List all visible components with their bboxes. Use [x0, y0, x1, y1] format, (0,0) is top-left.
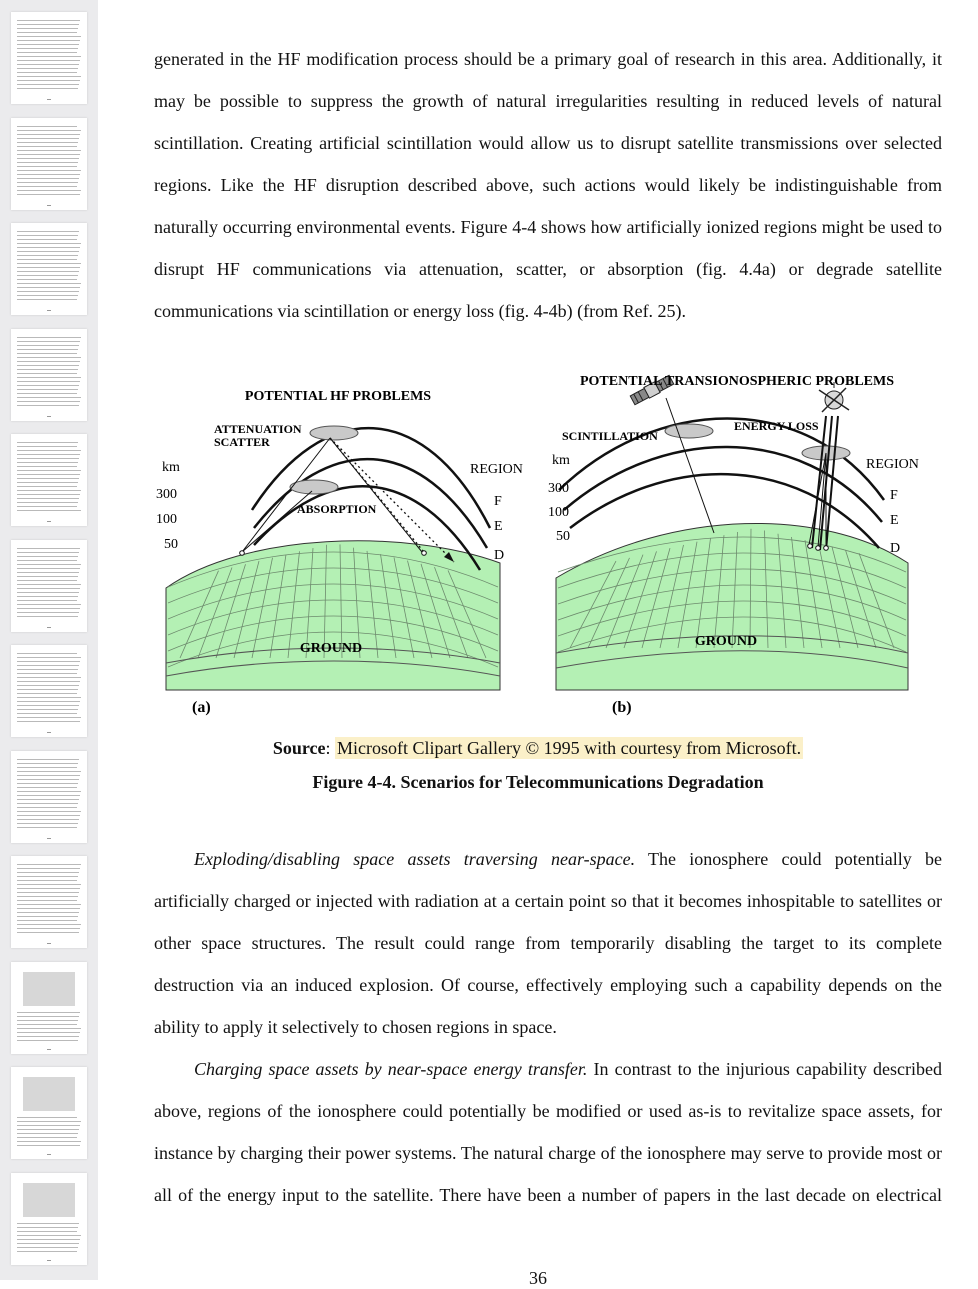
paragraph-first-line-rest: The ionosphere could potentially be	[635, 849, 943, 869]
text-line: ability to apply it selectively to chosen regions in space.	[154, 1017, 557, 1037]
km-label-a: km	[162, 460, 180, 475]
region-e-b: E	[890, 513, 899, 528]
text-line: generated in the HF modification process should be a primary goal of research in this area. Additionally, it	[154, 49, 942, 69]
scintillation-patch	[665, 424, 713, 438]
figure-4-4	[154, 358, 954, 728]
page-thumbnail[interactable]	[11, 645, 87, 737]
energy-loss-label: ENERGY LOSS	[734, 419, 819, 433]
text-line: above, regions of the ionosphere could potentially be modified or used as-is to revitalize space assets, for	[154, 1101, 942, 1121]
paragraph-charging	[154, 1048, 942, 1216]
page-thumbnail[interactable]	[11, 434, 87, 526]
alt-100-a: 100	[156, 512, 177, 527]
text-line: scintillation. Creating artificial scintillation would allow us to disrupt satellite transmissions over selected	[154, 133, 942, 153]
text-line	[154, 838, 942, 880]
text-line: communications via scintillation or energy loss (fig. 4-4b) (from Ref. 25).	[154, 301, 687, 321]
page-thumbnail[interactable]	[11, 540, 87, 632]
scintillation-label: SCINTILLATION	[562, 429, 658, 443]
region-d-b: D	[890, 541, 901, 556]
ground-dome-b	[556, 523, 908, 690]
paragraph-exploding	[154, 838, 942, 1048]
page-thumbnail[interactable]	[11, 1067, 87, 1159]
panel-b-label: (b)	[612, 699, 632, 716]
text-line: may be possible to suppress the growth of natural irregularities resulting in reduced levels of natural	[154, 91, 942, 111]
text-line: artificially charged or injected with radiation at a certain point so that it becomes inhospitable to satellites or	[154, 891, 942, 911]
text-line: destruction via an induced explosion. Of course, effectively employing such a capability depends on the	[154, 975, 942, 995]
page-thumbnail[interactable]	[11, 751, 87, 843]
scatter-label: SCATTER	[214, 435, 270, 449]
text-line: disrupt HF communications via attenuation, scatter, or absorption (fig. 4.4a) or degrade satellite	[154, 259, 942, 279]
text-line: instance by charging their power systems. The natural charge of the ionosphere may serve to provide most or	[154, 1143, 942, 1163]
page-thumbnail[interactable]	[11, 223, 87, 315]
km-label-b: km	[552, 453, 570, 468]
page-thumbnail[interactable]	[11, 1173, 87, 1265]
page-thumbnail[interactable]	[11, 856, 87, 948]
region-label-b: REGION	[866, 457, 919, 472]
paragraph-lead: Exploding/disabling space assets traversing near-space.	[194, 849, 636, 869]
figure-source: Source: Microsoft Clipart Gallery © 1995 with courtesy from Microsoft.	[272, 738, 802, 758]
page-thumbnail-sidebar	[0, 0, 98, 1280]
page-thumbnail[interactable]	[11, 329, 87, 421]
absorption-patch	[290, 480, 338, 494]
absorption-label: ABSORPTION	[297, 502, 377, 516]
region-d-a: D	[494, 548, 505, 563]
figure-caption: Figure 4-4. Scenarios for Telecommunications Degradation	[312, 772, 764, 792]
panel-a	[156, 389, 523, 716]
alt-300-b: 300	[548, 481, 569, 496]
text-line	[154, 1048, 942, 1090]
panel-b	[548, 374, 919, 716]
alt-100-b: 100	[548, 505, 569, 520]
paragraph-first-line-rest: In contrast to the injurious capability described	[587, 1059, 943, 1079]
region-e-a: E	[494, 519, 503, 534]
region-f-b: F	[890, 488, 898, 503]
ground-label-a: GROUND	[299, 641, 363, 656]
text-line: regions. Like the HF disruption described above, such actions would likely be indistinguishable from	[154, 175, 942, 195]
page-thumbnail[interactable]	[11, 118, 87, 210]
panel-b-title: POTENTIAL TRANSIONOSPHERIC PROBLEMS	[579, 374, 895, 389]
page-number: 36	[529, 1268, 547, 1288]
panel-a-label: (a)	[192, 699, 211, 716]
panel-a-title: POTENTIAL HF PROBLEMS	[244, 389, 432, 404]
ground-dome-a	[166, 541, 500, 690]
document-page	[98, 0, 978, 1288]
ground-label-b: GROUND	[694, 634, 758, 649]
alt-50-a: 50	[164, 537, 178, 552]
alt-50-b: 50	[556, 529, 570, 544]
figure-diagram	[154, 358, 954, 728]
text-line: naturally occurring environmental events. Figure 4-4 shows how artificially ionized regions might be used to	[154, 217, 942, 237]
page-thumbnail[interactable]	[11, 12, 87, 104]
paragraph-lead: Charging space assets by near-space energy transfer.	[194, 1059, 588, 1079]
region-label-a: REGION	[470, 462, 523, 477]
paragraph-intro	[154, 38, 942, 332]
region-f-a: F	[494, 494, 502, 509]
alt-300-a: 300	[156, 487, 177, 502]
page-thumbnail[interactable]	[11, 962, 87, 1054]
attenuation-label: ATTENUATION	[214, 422, 302, 436]
text-line: all of the energy input to the satellite. There have been a number of papers in the last decade on electrical	[154, 1185, 942, 1205]
source-text: Microsoft Clipart Gallery © 1995 with courtesy from Microsoft.	[337, 738, 802, 758]
source-label: Source	[272, 738, 326, 758]
attenuation-patch	[310, 426, 358, 440]
text-line: other space structures. The result could range from temporarily disabling the target to its complete	[154, 933, 942, 953]
